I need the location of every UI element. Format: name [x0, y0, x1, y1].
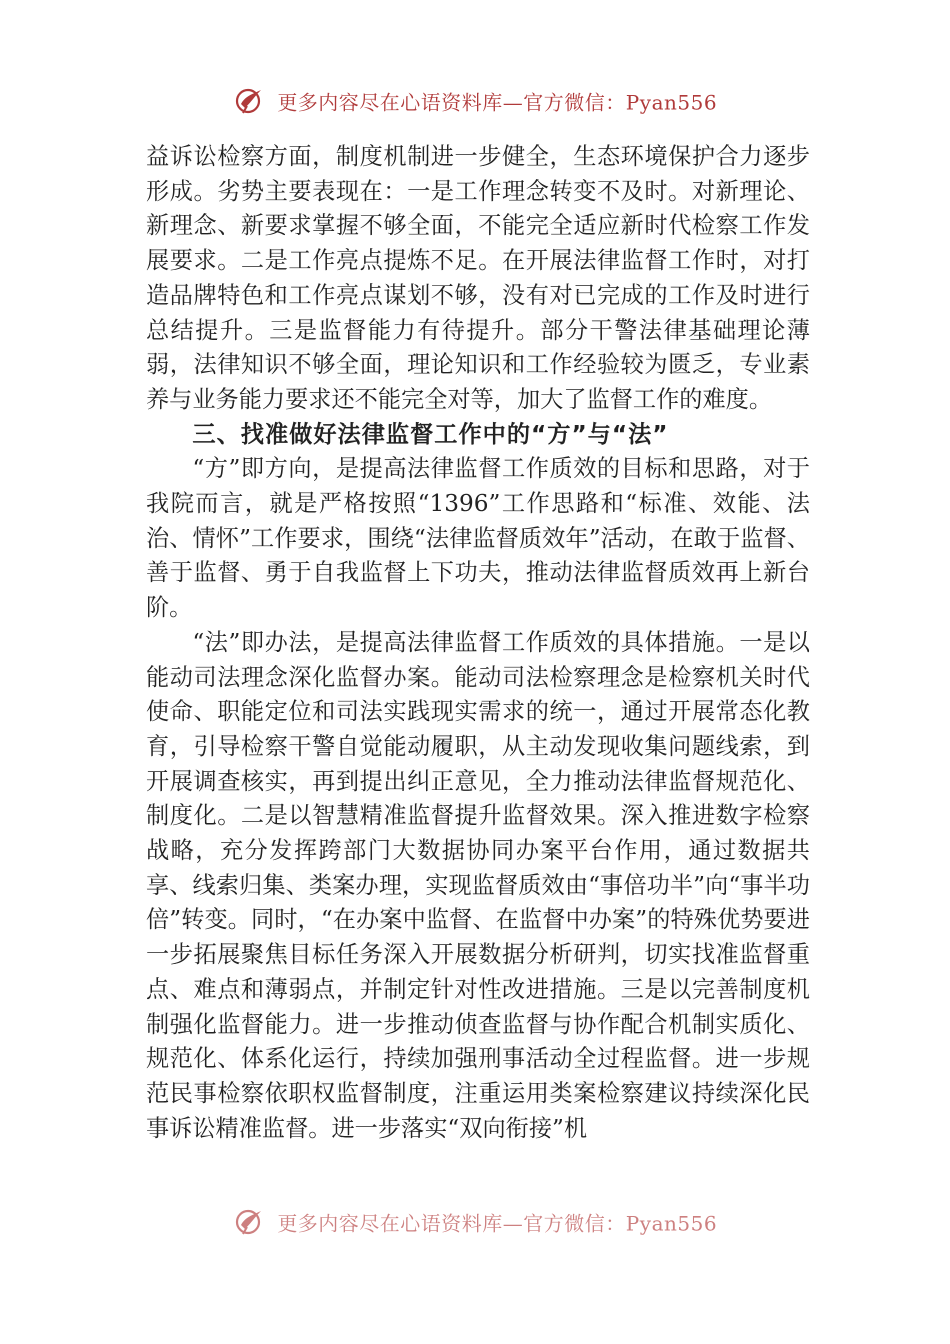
header-watermark-text: 更多内容尽在心语资料库—官方微信：Pyan556: [277, 90, 718, 115]
footer-watermark: [0, 1207, 950, 1237]
paragraph-methods: “法”即办法，是提高法律监督工作质效的具体措施。一是以能动司法理念深化监督办案。能动司法检察理念是检察机关时代使命、职能定位和司法实践现实需求的统一，通过开展常态化教育，引导检察干警自觉能动履职，从主动发现收集问题线索，到开展调查核实，再到提出纠正意见，全力推动法律监督规范化、制度化。二是以智慧精准监督提升监督效果。深入推进数字检察战略，充分发挥跨部门大数据协同办案平台作用，通过数据共享、线索归集、类案办理，实现监督质效由“事倍功半”向“事半功倍”转变。同时，“在办案中监督、在监督中办案”的特殊优势要进一步拓展聚焦目标任务深入开展数据分析研判，切实找准监督重点、难点和薄弱点，并制定针对性改进措施。三是以完善制度机制强化监督能力。进一步推动侦查监督与协作配合机制实质化、规范化、体系化运行，持续加强刑事活动全过程监督。进一步规范民事检察依职权监督制度，注重运用类案检察建议持续深化民事诉讼精准监督。进一步落实“双向衔接”机: [146, 628, 810, 1142]
paragraph-direction: “方”即方向，是提高法律监督工作质效的目标和思路，对于我院而言，就是严格按照“1396”工作思路和“标准、效能、法治、情怀”工作要求，围绕“法律监督质效年”活动，在敢于监督、善于监督、勇于自我监督上下功夫，推动法律监督质效再上新台阶。: [146, 455, 810, 622]
brush-seal-logo-icon: [233, 1207, 267, 1237]
footer-watermark-text: 更多内容尽在心语资料库—官方微信：Pyan556: [277, 1211, 718, 1236]
paragraph-weaknesses: 益诉讼检察方面，制度机制进一步健全，生态环境保护合力逐步形成。劣势主要表现在：一是工作理念转变不及时。对新理论、新理念、新要求掌握不够全面，不能完全适应新时代检察工作发展要求。二是工作亮点提炼不足。在开展法律监督工作时，对打造品牌特色和工作亮点谋划不够，没有对已完成的工作及时进行总结提升。三是监督能力有待提升。部分干警法律基础理论薄弱，法律知识不够全面，理论知识和工作经验较为匮乏，专业素养与业务能力要求还不能完全对等，加大了监督工作的难度。: [146, 143, 810, 413]
section-heading: 三、找准做好法律监督工作中的“方”与“法”: [192, 420, 669, 448]
brush-seal-logo-icon: [233, 86, 267, 116]
header-watermark: [0, 86, 950, 116]
document-body: [146, 140, 810, 1146]
